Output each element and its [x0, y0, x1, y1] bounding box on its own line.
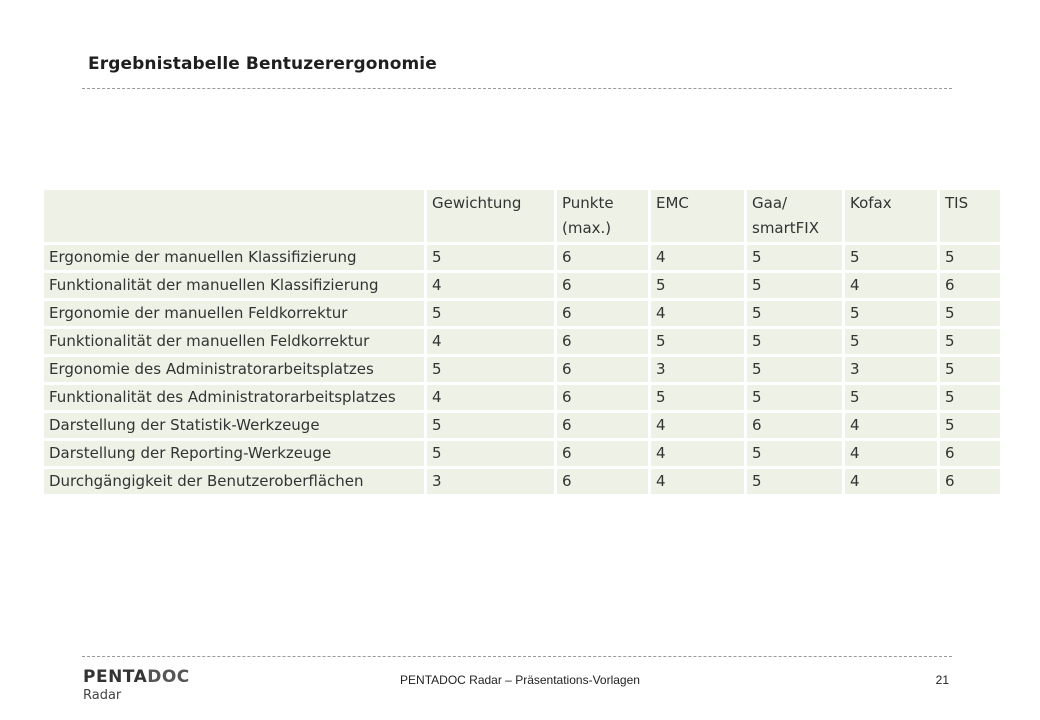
score-cell: 3 [427, 469, 554, 494]
score-cell: 6 [557, 301, 648, 326]
score-cell: 4 [651, 245, 744, 270]
logo-brand-part2: DOC [147, 667, 190, 687]
table-row [44, 301, 1000, 326]
score-cell: 3 [651, 357, 744, 382]
row-label-cell: Ergonomie des Administratorarbeitsplatzes [44, 357, 424, 382]
score-cell: 5 [651, 385, 744, 410]
header-line: Gewichtung [432, 194, 522, 212]
score-cell: 6 [557, 329, 648, 354]
row-label-cell: Funktionalität der manuellen Feldkorrektur [44, 329, 424, 354]
score-cell: 5 [427, 413, 554, 438]
score-cell: 6 [940, 273, 1000, 298]
score-cell: 6 [557, 469, 648, 494]
score-cell: 6 [557, 273, 648, 298]
score-cell: 4 [651, 301, 744, 326]
header-cell-tis [940, 190, 1000, 242]
score-cell: 4 [651, 469, 744, 494]
score-cell: 5 [747, 329, 842, 354]
header-line: smartFIX [752, 219, 819, 237]
score-cell: 4 [845, 413, 937, 438]
header-cell-empty [44, 190, 424, 242]
score-cell: 4 [845, 273, 937, 298]
table-row [44, 245, 1000, 270]
logo-brand-part1: PENTA [83, 667, 148, 687]
score-cell: 4 [427, 273, 554, 298]
row-label-cell: Funktionalität der manuellen Klassifizierung [44, 273, 424, 298]
score-cell: 4 [845, 441, 937, 466]
logo-subtitle: Radar [83, 688, 122, 703]
header-cell-gewichtung [427, 190, 554, 242]
footer-divider [82, 656, 952, 657]
score-cell: 4 [651, 441, 744, 466]
score-cell: 6 [557, 441, 648, 466]
score-cell: 5 [427, 357, 554, 382]
table-row [44, 385, 1000, 410]
score-cell: 4 [651, 413, 744, 438]
score-cell: 5 [940, 301, 1000, 326]
header-line: Gaa/ [752, 194, 788, 212]
score-cell: 5 [747, 441, 842, 466]
score-cell: 5 [845, 245, 937, 270]
table-body [44, 245, 1000, 494]
header-cell-punkte [557, 190, 648, 242]
header-line: (max.) [562, 219, 612, 237]
score-cell: 5 [845, 329, 937, 354]
score-cell: 4 [845, 469, 937, 494]
title-divider [82, 88, 952, 89]
page-number: 21 [935, 673, 949, 687]
score-cell: 5 [651, 329, 744, 354]
row-label-cell: Funktionalität des Administratorarbeitsplatzes [44, 385, 424, 410]
score-cell: 5 [427, 245, 554, 270]
score-cell: 5 [940, 357, 1000, 382]
row-label-cell: Durchgängigkeit der Benutzeroberflächen [44, 469, 424, 494]
table-row [44, 441, 1000, 466]
table-row [44, 357, 1000, 382]
footer-text: PENTADOC Radar – Präsentations-Vorlagen [400, 673, 640, 687]
table-row [44, 273, 1000, 298]
score-cell: 6 [940, 441, 1000, 466]
score-cell: 6 [747, 413, 842, 438]
header-cell-kofax [845, 190, 937, 242]
score-cell: 4 [427, 329, 554, 354]
score-cell: 4 [427, 385, 554, 410]
score-cell: 5 [747, 301, 842, 326]
score-cell: 6 [557, 413, 648, 438]
score-cell: 5 [747, 245, 842, 270]
row-label-cell: Darstellung der Reporting-Werkzeuge [44, 441, 424, 466]
score-cell: 5 [651, 273, 744, 298]
row-label-cell: Ergonomie der manuellen Feldkorrektur [44, 301, 424, 326]
table-header-row [44, 190, 1000, 242]
results-table [41, 187, 1003, 497]
header-cell-emc [651, 190, 744, 242]
score-cell: 6 [557, 245, 648, 270]
header-line: Punkte [562, 194, 614, 212]
table-row [44, 469, 1000, 494]
score-cell: 5 [747, 469, 842, 494]
header-cell-gaa-smartfix [747, 190, 842, 242]
row-label-cell: Darstellung der Statistik-Werkzeuge [44, 413, 424, 438]
row-label-cell: Ergonomie der manuellen Klassifizierung [44, 245, 424, 270]
header-line: TIS [945, 194, 969, 212]
score-cell: 5 [747, 357, 842, 382]
score-cell: 5 [747, 273, 842, 298]
table-row [44, 329, 1000, 354]
score-cell: 5 [940, 329, 1000, 354]
score-cell: 5 [940, 245, 1000, 270]
score-cell: 5 [427, 301, 554, 326]
score-cell: 6 [940, 469, 1000, 494]
slide-title: Ergebnistabelle Bentuzerergonomie [88, 54, 437, 74]
score-cell: 5 [845, 385, 937, 410]
score-cell: 5 [427, 441, 554, 466]
score-cell: 5 [845, 301, 937, 326]
score-cell: 5 [940, 385, 1000, 410]
score-cell: 6 [557, 357, 648, 382]
table-row [44, 413, 1000, 438]
score-cell: 6 [557, 385, 648, 410]
score-cell: 5 [747, 385, 842, 410]
score-cell: 3 [845, 357, 937, 382]
score-cell: 5 [940, 413, 1000, 438]
header-line: Kofax [850, 194, 892, 212]
header-line: EMC [656, 194, 689, 212]
